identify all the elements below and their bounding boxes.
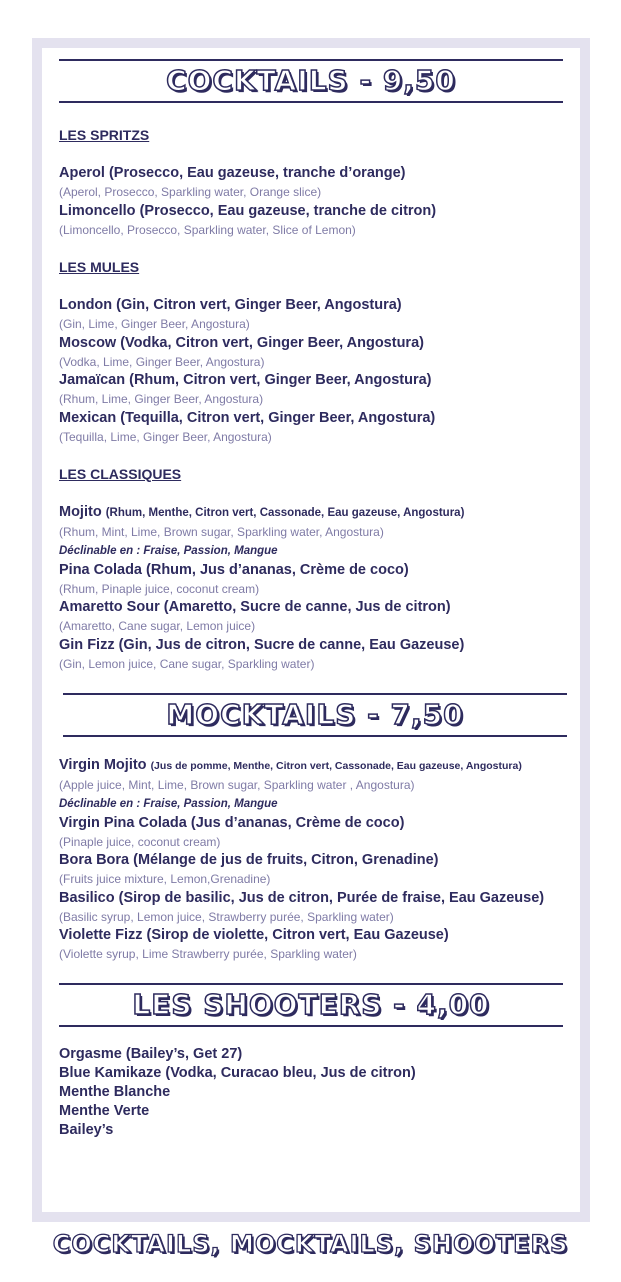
menu-item-translation: (Fruits juice mixture, Lemon,Grenadine)	[59, 872, 271, 886]
menu-item-translation: (Rhum, Lime, Ginger Beer, Angostura)	[59, 392, 264, 406]
shooter-item: Bailey’s	[59, 1122, 114, 1138]
shooters-header	[59, 983, 563, 1027]
menu-item-name: Jamaïcan (Rhum, Citron vert, Ginger Beer, Angostura)	[59, 372, 432, 388]
menu-item-name: Virgin Pina Colada (Jus d’ananas, Crème de coco)	[59, 814, 405, 831]
menu-item-translation: (Limoncello, Prosecco, Sparkling water, Slice of Lemon)	[59, 222, 356, 237]
group-heading-spritzs: LES SPRITZS	[59, 127, 150, 143]
menu-item-translation: (Apple juice, Mint, Lime, Brown sugar, Sparkling water , Angostura)	[59, 778, 415, 792]
shooter-item: Menthe Verte	[59, 1103, 150, 1119]
menu-sheet	[42, 48, 580, 1212]
shooters-list	[59, 1045, 569, 1140]
menu-item-note: Déclinable en : Fraise, Passion, Mangue	[59, 797, 278, 810]
cocktails-list	[59, 126, 569, 673]
menu-item-translation: (Pinaple juice, coconut cream)	[59, 834, 221, 849]
cocktails-title: COCKTAILS - 9,50	[166, 64, 456, 97]
menu-item-ingredients: (Rhum, Menthe, Citron vert, Cassonade, Eau gazeuse, Angostura)	[105, 507, 465, 519]
menu-item-translation: (Tequilla, Lime, Ginger Beer, Angostura)	[59, 429, 272, 444]
menu-item-translation: (Rhum, Pinaple juice, coconut cream)	[59, 581, 260, 596]
menu-item-translation: (Rhum, Mint, Lime, Brown sugar, Sparkling water, Angostura)	[59, 525, 384, 539]
shooter-item: Menthe Blanche	[59, 1084, 171, 1100]
mocktails-header	[63, 693, 567, 737]
mocktails-title: MOCKTAILS - 7,50	[166, 698, 464, 731]
menu-item-translation: (Gin, Lemon juice, Cane sugar, Sparkling water)	[59, 656, 315, 671]
menu-item-translation: (Gin, Lime, Ginger Beer, Angostura)	[59, 317, 250, 331]
menu-item-note: Déclinable en : Fraise, Passion, Mangue	[59, 544, 278, 557]
shooter-item: Blue Kamikaze (Vodka, Curacao bleu, Jus de citron)	[59, 1065, 416, 1081]
menu-item-name: Limoncello (Prosecco, Eau gazeuse, tranche de citron)	[59, 202, 437, 219]
menu-item-name: Gin Fizz (Gin, Jus de citron, Sucre de canne, Eau Gazeuse)	[59, 636, 465, 653]
menu-item-name: Bora Bora (Mélange de jus de fruits, Citron, Grenadine)	[59, 852, 439, 868]
menu-item-name: Moscow (Vodka, Citron vert, Ginger Beer, Angostura)	[59, 334, 424, 351]
mocktails-list	[59, 756, 569, 964]
cocktails-header	[59, 59, 563, 103]
menu-item-virgin-mojito	[59, 756, 569, 776]
menu-item-translation: (Aperol, Prosecco, Sparkling water, Orange slice)	[59, 185, 322, 199]
menu-item-name: Mexican (Tequilla, Citron vert, Ginger Beer, Angostura)	[59, 409, 436, 426]
menu-item-translation: (Amaretto, Cane sugar, Lemon juice)	[59, 619, 256, 633]
menu-item-name: Amaretto Sour (Amaretto, Sucre de canne, Jus de citron)	[59, 599, 451, 615]
footer-title: COCKTAILS, MOCKTAILS, SHOOTERS	[52, 1230, 569, 1258]
menu-item-translation: (Vodka, Lime, Ginger Beer, Angostura)	[59, 354, 265, 369]
menu-item-ingredients: (Jus de pomme, Menthe, Citron vert, Cassonade, Eau gazeuse, Angostura)	[150, 760, 522, 772]
menu-frame	[32, 38, 590, 1222]
menu-item-name: Pina Colada (Rhum, Jus d’ananas, Crème de coco)	[59, 561, 409, 578]
shooters-title: LES SHOOTERS - 4,00	[132, 988, 490, 1021]
menu-item-translation: (Basilic syrup, Lemon juice, Strawberry purée, Sparkling water)	[59, 909, 394, 924]
menu-item-name: London (Gin, Citron vert, Ginger Beer, Angostura)	[59, 297, 402, 313]
group-heading-mules: LES MULES	[59, 259, 140, 275]
menu-item-name: Mojito	[59, 504, 102, 520]
shooter-item: Orgasme (Bailey’s, Get 27)	[59, 1046, 243, 1062]
menu-item-translation: (Violette syrup, Lime Strawberry purée, Sparkling water)	[59, 947, 357, 961]
group-heading-classiques: LES CLASSIQUES	[59, 466, 182, 482]
menu-item-mojito	[59, 503, 569, 523]
menu-item-name: Aperol (Prosecco, Eau gazeuse, tranche d’orange)	[59, 165, 406, 181]
menu-item-name: Violette Fizz (Sirop de violette, Citron vert, Eau Gazeuse)	[59, 927, 449, 943]
menu-item-name: Basilico (Sirop de basilic, Jus de citron, Purée de fraise, Eau Gazeuse)	[59, 889, 545, 906]
menu-item-name: Virgin Mojito	[59, 757, 147, 773]
